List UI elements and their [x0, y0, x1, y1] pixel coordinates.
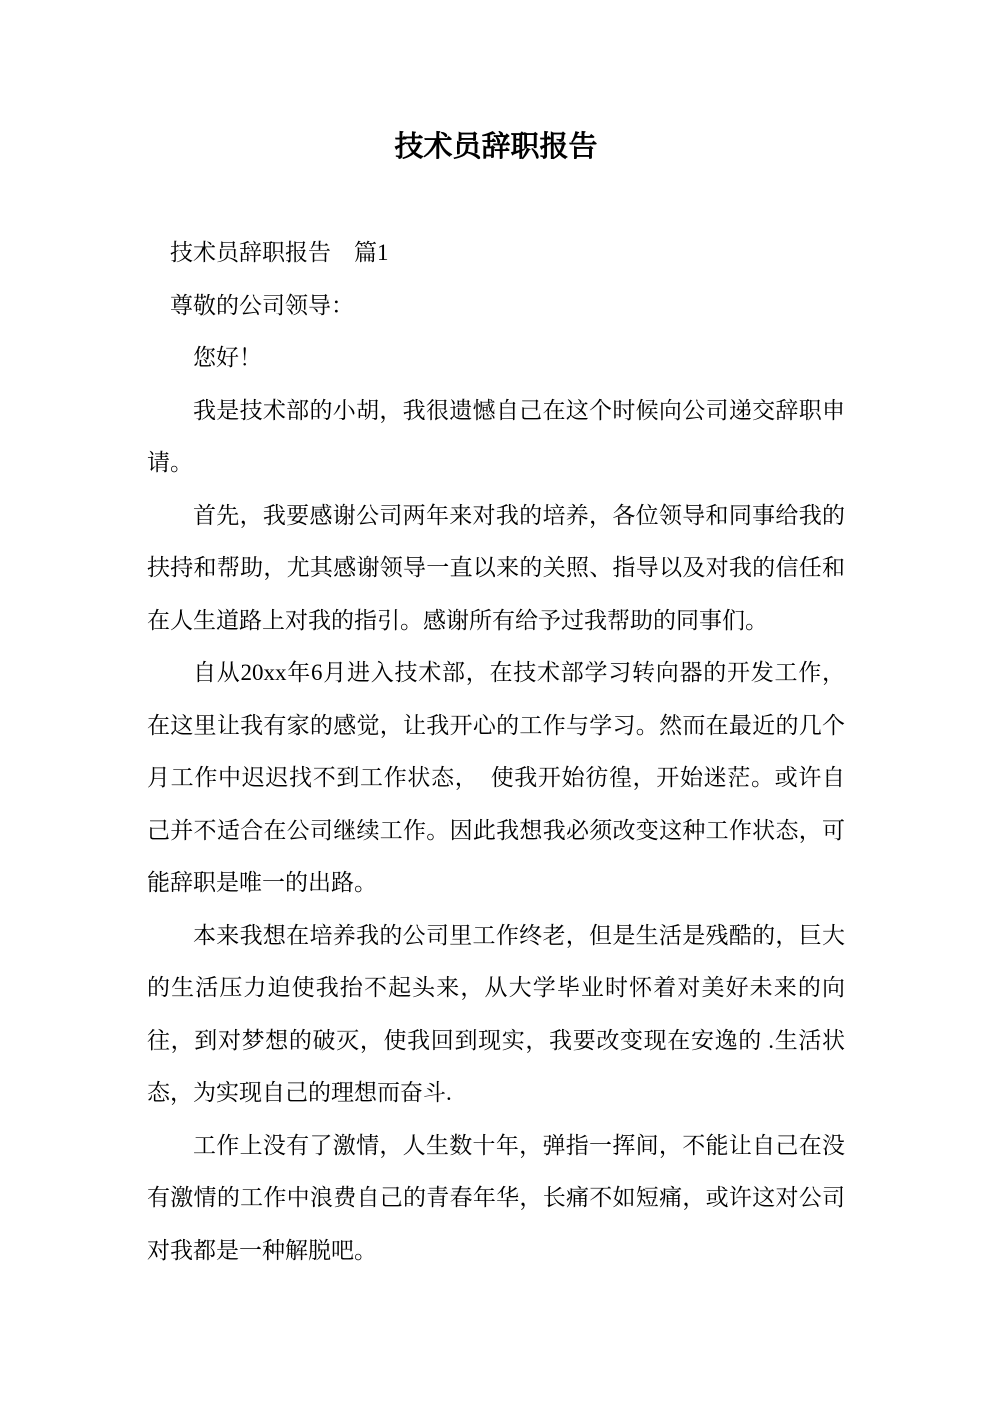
paragraph-thanks: 首先，我要感谢公司两年来对我的培养，各位领导和同事给我的扶持和帮助，尤其感谢领导一直以来的关照、指导以及对我的信任和在人生道路上对我的指引。感谢所有给予过我帮助的同事们。	[147, 502, 845, 633]
paragraph-life-pressure: 本来我想在培养我的公司里工作终老，但是生活是残酷的，巨大的生活压力迫使我抬不起头来，从大学毕业时怀着对美好未来的向往，到对梦想的破灭，使我回到现实，我要改变现在安逸的 .生活状态，为实现自己的理想而奋斗.	[147, 922, 845, 1105]
paragraph-intro: 我是技术部的小胡，我很遗憾自己在这个时候向公司递交辞职申请。	[147, 397, 845, 475]
section-heading: 技术员辞职报告 篇1	[170, 240, 389, 265]
paragraph-passion: 工作上没有了激情，人生数十年，弹指一挥间，不能让自己在没有激情的工作中浪费自己的青春年华，长痛不如短痛，或许这对公司对我都是一种解脱吧。	[147, 1132, 845, 1263]
document-body	[147, 227, 845, 1277]
paragraph-work-state: 自从20xx年6月进入技术部，在技术部学习转向器的开发工作，在这里让我有家的感觉，让我开心的工作与学习。然而在最近的几个月工作中迟迟找不到工作状态， 使我开始彷徨，开始迷茫。或许自己并不适合在公司继续工作。因此我想我必须改变这种工作状态，可能辞职是唯一的出路。	[147, 660, 845, 895]
document-title: 技术员辞职报告	[394, 131, 598, 163]
greeting-line: 您好！	[193, 345, 262, 370]
salutation-line: 尊敬的公司领导：	[170, 292, 354, 318]
